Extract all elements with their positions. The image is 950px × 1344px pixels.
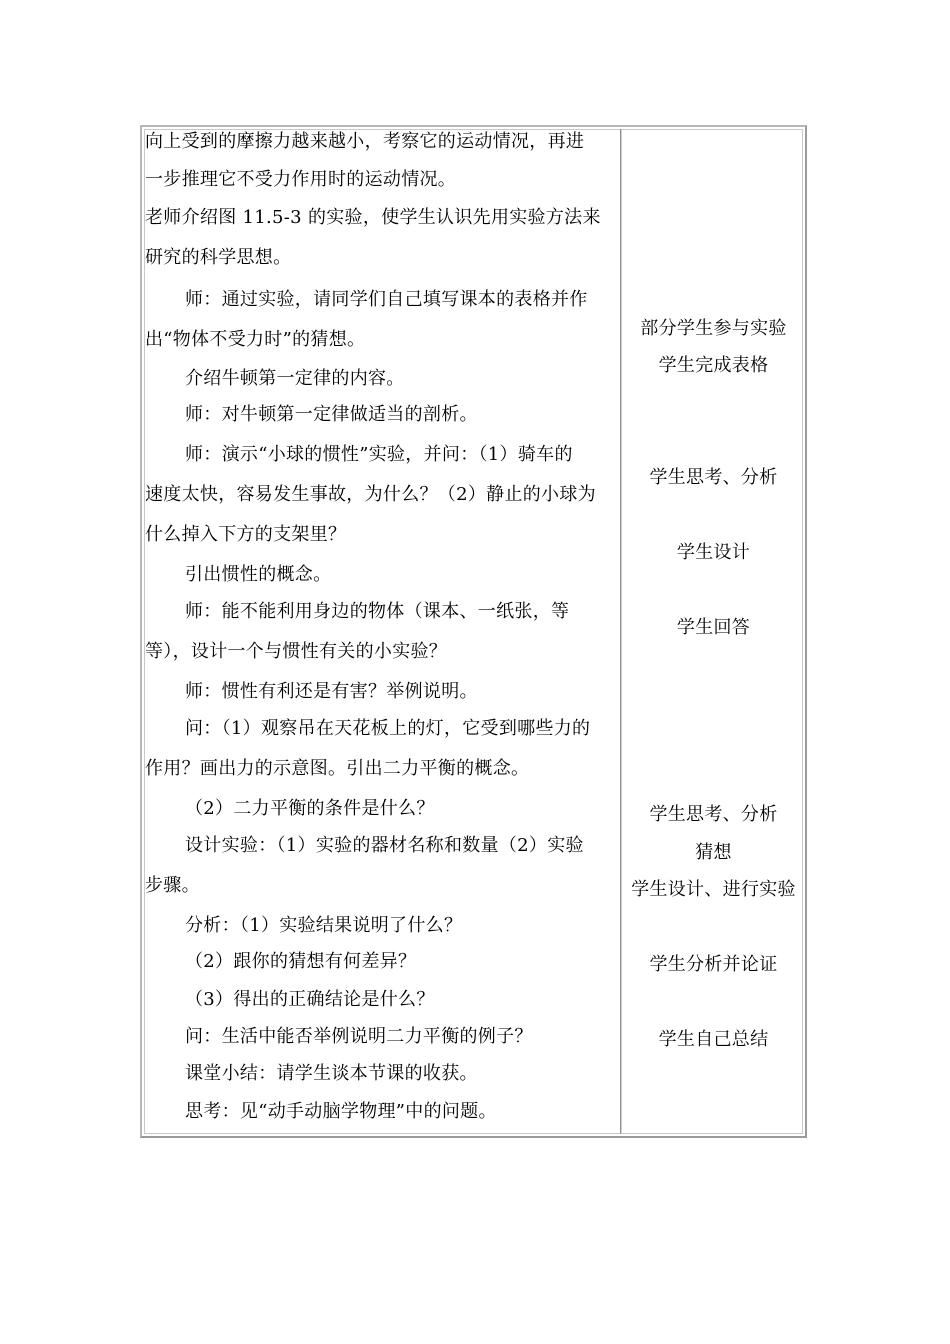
student-line-1: 部分学生参与实验	[640, 318, 787, 339]
teacher-line-15: 师：惯性有利还是有害？举例说明。	[185, 681, 478, 702]
teacher-activity-cell	[145, 130, 617, 1133]
teacher-line-17: 作用？画出力的示意图。引出二力平衡的概念。	[145, 758, 530, 779]
teacher-line-13: 师：能不能利用身边的物体（课本、一纸张，等	[185, 601, 570, 622]
teacher-line-8: 师：对牛顿第一定律做适当的剖析。	[185, 404, 478, 425]
student-line-5: 学生回答	[676, 617, 751, 638]
student-activity-cell	[624, 130, 803, 1133]
teacher-line-19: 设计实验：（1）实验的器材名称和数量（2）实验	[185, 835, 584, 856]
teacher-line-2: 一步推理它不受力作用时的运动情况。	[145, 169, 457, 190]
teacher-line-5: 师：通过实验，请同学们自己填写课本的表格并作	[185, 289, 588, 310]
student-line-4: 学生设计	[676, 542, 751, 563]
student-line-9: 学生分析并论证	[649, 954, 778, 975]
student-line-7: 猜想	[695, 842, 732, 863]
student-line-8: 学生设计、进行实验	[631, 879, 796, 900]
student-line-3: 学生思考、分析	[649, 467, 778, 488]
teacher-line-25: 课堂小结：请学生谈本节课的收获。	[185, 1063, 478, 1084]
teacher-line-22: （2）跟你的猜想有何差异？	[185, 951, 417, 972]
teacher-line-24: 问：生活中能否举例说明二力平衡的例子？	[185, 1026, 533, 1047]
teacher-line-20: 步骤。	[145, 875, 200, 896]
teacher-line-23: （3）得出的正确结论是什么？	[185, 989, 435, 1010]
teacher-line-16: 问：（1）观察吊在天花板上的灯，它受到哪些力的	[185, 718, 591, 739]
teacher-line-6: 出“物体不受力时”的猜想。	[145, 329, 366, 350]
student-line-6: 学生思考、分析	[649, 804, 778, 825]
teacher-line-3: 老师介绍图 11.5-3 的实验，使学生认识先用实验方法来	[145, 207, 601, 228]
teacher-line-4: 研究的科学思想。	[145, 247, 292, 268]
teacher-line-14: 等），设计一个与惯性有关的小实验？	[145, 641, 448, 662]
teacher-line-11: 什么掉入下方的支架里？	[145, 524, 347, 545]
teacher-line-1: 向上受到的摩擦力越来越小，考察它的运动情况，再进	[145, 131, 585, 152]
teacher-line-7: 介绍牛顿第一定律的内容。	[185, 368, 405, 389]
teacher-line-12: 引出惯性的概念。	[185, 564, 332, 585]
teacher-line-18: （2）二力平衡的条件是什么？	[185, 798, 435, 819]
teacher-line-10: 速度太快，容易发生事故，为什么？（2）静止的小球为	[145, 484, 596, 505]
student-line-2: 学生完成表格	[658, 355, 769, 376]
teacher-line-21: 分析：（1）实验结果说明了什么？	[185, 915, 463, 936]
student-line-10: 学生自己总结	[658, 1029, 769, 1050]
column-divider	[620, 129, 622, 1134]
lesson-table	[140, 125, 807, 1138]
teacher-line-9: 师：演示“小球的惯性”实验，并问：（1）骑车的	[185, 444, 573, 465]
teacher-line-26: 思考：见“动手动脑学物理”中的问题。	[185, 1101, 497, 1122]
